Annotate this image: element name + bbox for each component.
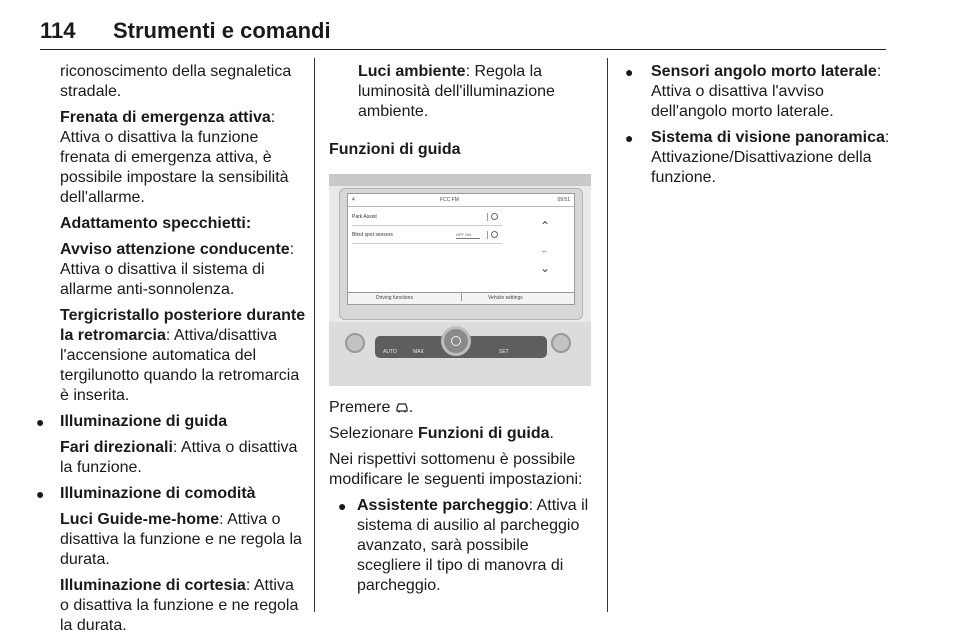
bullet-sub	[60, 438, 306, 478]
item-sep: :	[270, 109, 276, 126]
hazard-button-icon	[345, 333, 365, 353]
knob-center	[451, 336, 461, 346]
bullet-title: Illuminazione di comodità	[60, 485, 256, 502]
bullet-illuminazione-guida	[36, 412, 306, 478]
power-button-icon	[551, 333, 571, 353]
sub-text: : Attiva o disattiva la funzione.	[60, 439, 298, 476]
press-end: .	[408, 399, 414, 416]
item-label: Frenata di emergenza attiva	[60, 109, 271, 126]
sub-label: Fari direzionali	[60, 439, 173, 456]
bullet-content	[651, 62, 895, 122]
select-text: Selezionare	[329, 425, 418, 442]
status-right: 09:51	[557, 197, 570, 203]
item-label: Avviso attenzione conducente	[60, 241, 290, 258]
bullet-label: Assistente parcheggio	[357, 497, 529, 514]
bullet-text: : Attivazione/Disattivazione della funzione.	[651, 129, 890, 186]
item-tergicristallo	[60, 306, 306, 406]
press-text: Premere	[329, 399, 395, 416]
item-sep: :	[289, 241, 295, 258]
info-icon	[491, 231, 498, 238]
tab-divider	[461, 293, 462, 301]
bullet-sub	[60, 576, 306, 636]
infotainment-screen	[347, 193, 575, 305]
bullet-text: : Attiva il sistema di ausilio al parcheggio avanzato, sarà possibile scegliere il tipo di manovra di parcheggio.	[357, 497, 589, 594]
bullet-title: Illuminazione di guida	[60, 413, 228, 430]
item-text: Attiva o disattiva la funzione frenata di emergenza attiva, è possibile impostare la sensibilità dell'allarme.	[60, 129, 289, 206]
volume-knob-icon	[441, 326, 471, 356]
screen-bottom-tabs	[348, 292, 574, 304]
column-3	[625, 62, 895, 194]
item-adattamento	[60, 214, 306, 234]
item-text: Attiva o disattiva il sistema di allarme anti-sonnolenza.	[60, 261, 265, 298]
column-1	[36, 62, 306, 642]
bullet-sub	[60, 510, 306, 570]
paragraph-intro: riconoscimento della segnaletica stradale.	[60, 63, 292, 100]
sub-label: Illuminazione di cortesia	[60, 577, 246, 594]
row-separator	[487, 213, 488, 221]
center-console	[329, 322, 591, 386]
bullet-text: : Attiva o disattiva l'avviso dell'angolo morto laterale.	[651, 63, 882, 120]
column-2	[329, 62, 594, 602]
item-sep: :	[165, 327, 171, 344]
screen-row-park-assist	[352, 209, 502, 226]
bullet-dot-icon: ●	[36, 414, 45, 430]
bullet-label: Sensori angolo morto laterale	[651, 63, 877, 80]
paragraph-luci-ambiente	[329, 62, 594, 122]
btn-max: MAX	[413, 349, 424, 355]
sub-text: : Attiva o disattiva la funzione e ne regola la durata.	[60, 577, 299, 634]
btn-set: SET	[499, 349, 509, 355]
bullet-dot-icon: ●	[36, 486, 45, 502]
item-label: Tergicristallo posteriore durante la retromarcia	[60, 307, 306, 344]
dashboard-top	[329, 174, 591, 186]
car-settings-icon	[395, 399, 409, 409]
info-icon	[491, 213, 498, 220]
paragraph-selezionare	[329, 424, 594, 444]
bullet-dot-icon: ●	[625, 64, 634, 80]
btn-auto: AUTO	[383, 349, 397, 355]
select-bold: Funzioni di guida	[417, 425, 550, 442]
column-divider-1	[314, 58, 315, 612]
item-avviso	[60, 240, 306, 300]
item-text: Attiva/disattiva l'accensione automatica del tergilunotto quando la retromarcia è inserita.	[60, 327, 300, 404]
page-number: 114	[40, 18, 76, 43]
section-title: Strumenti e comandi	[113, 18, 331, 43]
item-text: : Regola la luminosità dell'illuminazione ambiente.	[358, 63, 555, 120]
paragraph-premere	[329, 398, 594, 418]
subheading-funzioni-guida: Funzioni di guida	[329, 141, 461, 158]
item-frenata	[60, 108, 306, 208]
bullet-assistente-parcheggio	[329, 496, 594, 596]
bullet-sensori-angolo-morto	[625, 62, 895, 122]
select-end: .	[549, 425, 554, 442]
paragraph-sottomenu: Nei rispettivi sottomenu è possibile modificare le seguenti impostazioni:	[329, 451, 583, 488]
scroll-dash-icon: –	[542, 247, 547, 256]
row-label: Blind spot sensors	[352, 232, 393, 238]
bullet-content	[651, 128, 895, 188]
row-separator	[487, 231, 488, 239]
sub-text: : Attiva o disattiva la funzione e ne regola la durata.	[60, 511, 302, 568]
item-label: Luci ambiente	[358, 63, 466, 80]
tab-driving-functions: Driving functions	[376, 295, 413, 301]
column-divider-2	[607, 58, 608, 612]
status-left: 4	[352, 197, 355, 203]
item-label: Adattamento specchietti:	[60, 215, 252, 232]
screen-status-bar	[348, 194, 574, 207]
bullet-illuminazione-comodita	[36, 484, 306, 636]
page-header	[40, 8, 886, 50]
screen-row-blind-spot	[352, 227, 502, 244]
status-mid: FCC FM	[440, 197, 459, 203]
tab-vehicle-settings: Vehicle settings	[488, 295, 523, 301]
bullet-dot-icon: ●	[625, 130, 634, 146]
row-label: Park Assist	[352, 214, 377, 220]
chevron-down-icon: ⌄	[540, 261, 551, 275]
bullet-visione-panoramica	[625, 128, 895, 188]
bullet-dot-icon: ●	[338, 498, 347, 514]
bullet-content	[357, 496, 594, 596]
infotainment-illustration	[329, 174, 591, 386]
sub-label: Luci Guide-me-home	[60, 511, 220, 528]
chevron-up-icon: ⌃	[540, 219, 551, 233]
bullet-label: Sistema di visione panoramica	[651, 129, 885, 146]
toggle-switch: OFF ON	[456, 232, 480, 239]
